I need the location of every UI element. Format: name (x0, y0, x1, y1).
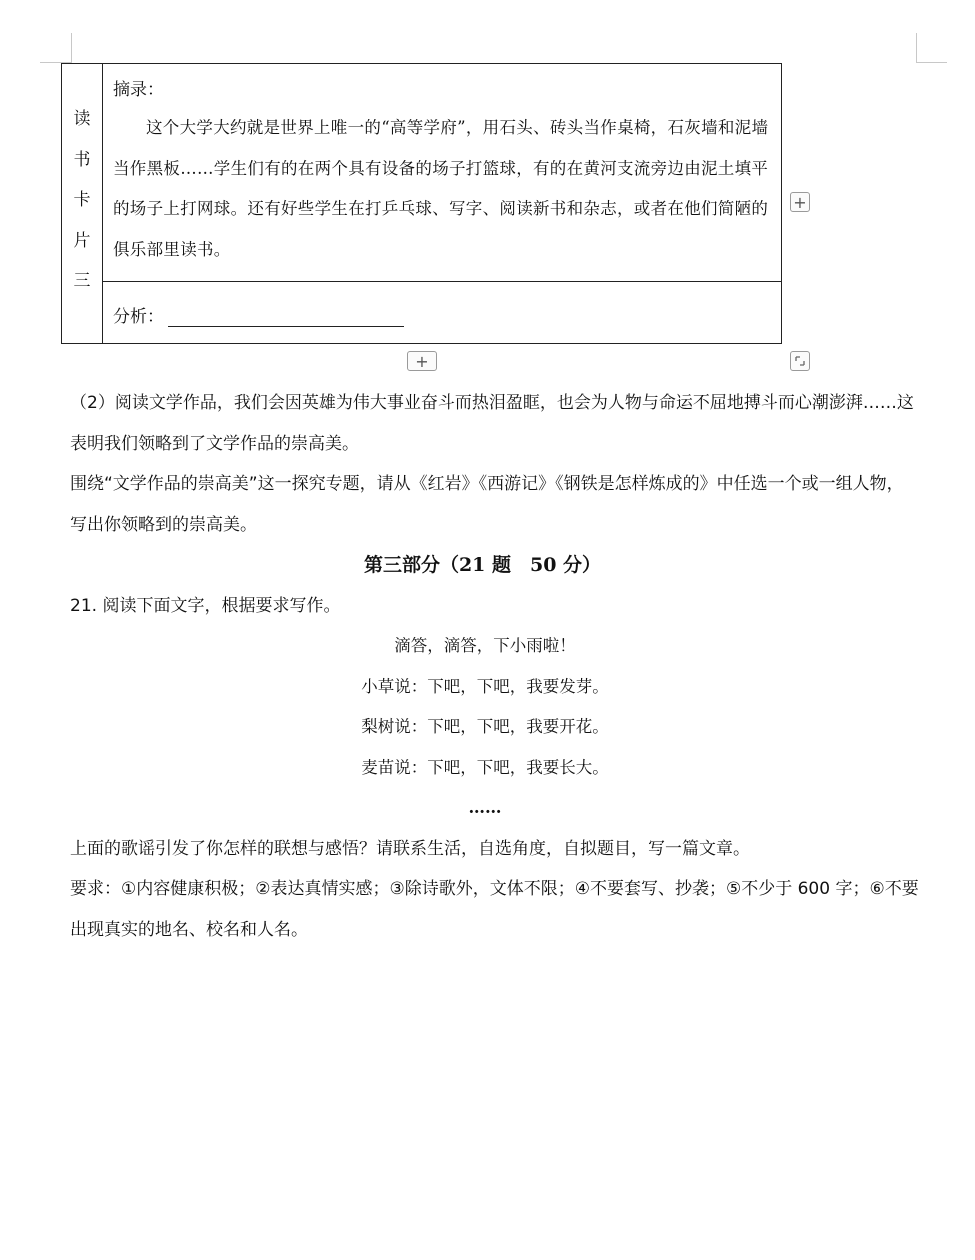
excerpt-cell[interactable] (103, 64, 782, 282)
part-3-heading: 第三部分（21 题 50 分） (363, 554, 602, 576)
crop-mark-top-right-v (916, 33, 917, 63)
card-side-char: 读 (73, 109, 91, 129)
poem-ellipsis: …… (468, 798, 502, 817)
writing-prompt: 上面的歌谣引发了你怎样的联想与感悟？请联系生活，自选角度，自拟题目，写一篇文章。 (70, 838, 750, 859)
card-side-char: 卡 (73, 190, 91, 210)
question-2-para-1: （2）阅读文学作品，我们会因英雄为伟大事业奋斗而热泪盈眶，也会为人物与命运不屈地搏斗而心潮澎湃……这表明我们领略到了文学作品的崇高美。 (70, 393, 914, 454)
add-column-button[interactable]: + (790, 192, 810, 212)
card-side-char: 片 (73, 230, 91, 251)
poem-line: 麦苗说：下吧，下吧，我要长大。 (361, 757, 609, 777)
poem-line: 梨树说：下吧，下吧，我要开花。 (361, 717, 609, 736)
question-21-intro: 21. 阅读下面文字，根据要求写作。 (70, 595, 341, 616)
crop-mark-top-right-h (917, 62, 947, 63)
excerpt-label: 摘录： (113, 80, 164, 100)
writing-requirements: 要求：①内容健康积极；②表达真情实感；③除诗歌外，文体不限；④不要套写、抄袭；⑤不少于 600 字；⑥不要出现真实的地名、校名和人名。 (70, 879, 919, 940)
analysis-label: 分析： (113, 307, 164, 327)
add-row-button[interactable]: + (407, 351, 437, 371)
poem-line: 小草说：下吧，下吧，我要发芽。 (361, 676, 609, 696)
table-resize-handle-icon[interactable] (790, 351, 810, 371)
analysis-cell[interactable] (103, 282, 782, 344)
question-2-para-2: 围绕“文学作品的崇高美”这一探究专题，请从《红岩》《西游记》《钢铁是怎样炼成的》中任选一个或一组人物，写出你领略到的崇高美。 (70, 474, 904, 535)
crop-mark-top-left-v (71, 33, 72, 63)
reading-card-table[interactable] (61, 63, 782, 344)
excerpt-text: 这个大学大约就是世界上唯一的“高等学府”，用石头、砖头当作桌椅，石灰墙和泥墙当作黑板……学生们有的在两个具有设备的场子打篮球，有的在黄河支流旁边由泥土填平的场子上打网球。还有好些学生在打乒乓球、写字、阅读新书和杂志，或者在他们简陋的俱乐部里读书。 (113, 118, 769, 259)
card-side-char: 书 (73, 149, 91, 170)
card-side-label (62, 64, 103, 344)
resize-corner-icon (791, 352, 809, 370)
question-2-block (70, 383, 920, 950)
poem-line: 滴答，滴答，下小雨啦！ (394, 636, 576, 655)
card-side-char: 三 (73, 271, 91, 291)
analysis-blank-line[interactable] (168, 308, 404, 327)
